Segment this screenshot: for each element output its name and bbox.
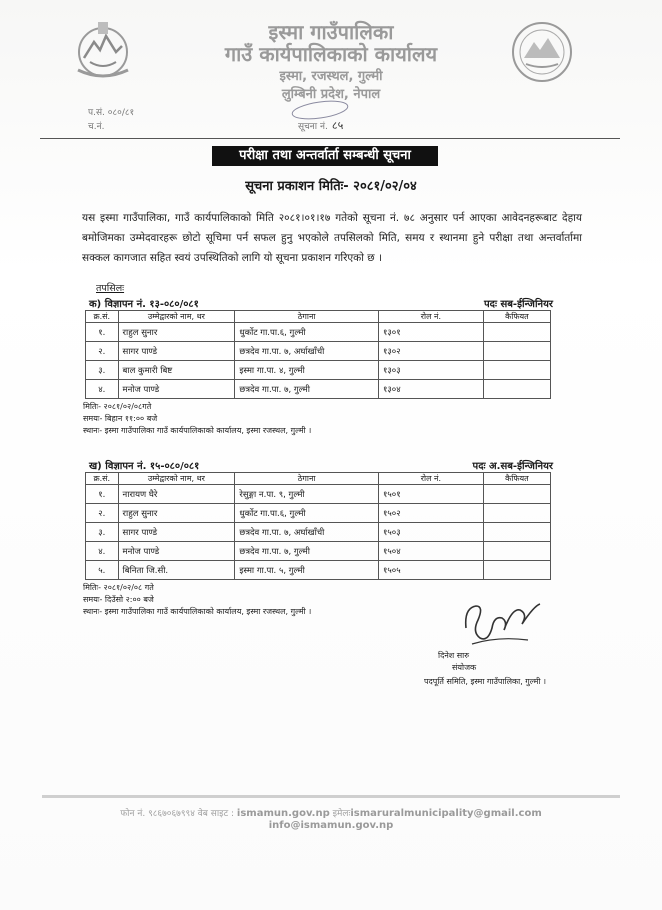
serial-cell: ३. bbox=[86, 361, 119, 380]
signatory-role: संयोजक bbox=[452, 663, 477, 672]
col-serial: क्र.सं. bbox=[86, 311, 119, 323]
municipality-name: इस्मा गाउँपालिका bbox=[268, 20, 394, 44]
province-country: लुम्बिनी प्रदेश, नेपाल bbox=[281, 87, 381, 102]
footer-web-label: वेब साइट : bbox=[197, 809, 235, 819]
address-cell: रेसुङ्गा न.पा. ९, गुल्मी bbox=[235, 485, 379, 504]
serial-cell: २. bbox=[86, 342, 119, 361]
name-cell: सागर पाण्डे bbox=[118, 523, 235, 542]
notice-number bbox=[298, 118, 343, 133]
serial-cell: ५. bbox=[86, 561, 119, 580]
col-address: ठेगाना bbox=[235, 473, 379, 485]
table-header-row bbox=[86, 311, 551, 323]
roll-cell: १३०२ bbox=[378, 342, 483, 361]
exam-schedule bbox=[83, 401, 553, 437]
address-cell: इस्मा गा.पा. ४, गुल्मी bbox=[235, 361, 379, 380]
address-cell: छत्रदेव गा.पा. ७, गुल्मी bbox=[235, 542, 379, 561]
roll-cell: १५०२ bbox=[378, 504, 483, 523]
remarks-cell bbox=[483, 380, 550, 399]
notice-body: यस इस्मा गाउँपालिका, गाउँ कार्यपालिकाको मिति २०८१।०१।१७ गतेको सूचना नं. ७८ अनुसार पर्न आएका आवेदनहरूबाट देहाय बमोजिमका उम्मेदवारहरू छोटो सूचिमा पर्न सफल हुनु भएकोले तपसिलको मिति, समय र स्थानमा हुने परीक्षा तथा अन्तर्वार्तामा सक्कल कागजात सहित स्वयं उपस्थितिको लागि यो सूचना प्रकाशन गरिएको छ । bbox=[82, 212, 582, 264]
col-name: उम्मेद्वारको नाम, थर bbox=[118, 473, 235, 485]
remarks-cell bbox=[483, 523, 550, 542]
footer-contact bbox=[0, 806, 662, 819]
col-roll: रोल नं. bbox=[378, 311, 483, 323]
candidate-table bbox=[85, 472, 551, 580]
col-name: उम्मेद्वारको नाम, थर bbox=[118, 311, 235, 323]
address-cell: छत्रदेव गा.पा. ७, अर्घाखाँची bbox=[235, 523, 379, 542]
serial-cell: ४. bbox=[86, 542, 119, 561]
footer-email-label: इमेलः bbox=[332, 809, 351, 819]
table-row bbox=[86, 342, 551, 361]
table-row bbox=[86, 361, 551, 380]
table-row bbox=[86, 561, 551, 580]
name-cell: सागर पाण्डे bbox=[118, 342, 235, 361]
exam-time: समयः- दिउँसो २:०० बजे bbox=[83, 595, 154, 604]
roll-cell: १३०४ bbox=[378, 380, 483, 399]
roll-cell: १५०१ bbox=[378, 485, 483, 504]
name-cell: नारायण घैरे bbox=[118, 485, 235, 504]
handwritten-signature-icon bbox=[458, 598, 546, 650]
office-address: इस्मा, रजस्थल, गुल्मी bbox=[279, 69, 383, 84]
remarks-cell bbox=[483, 361, 550, 380]
col-roll: रोल नं. bbox=[378, 473, 483, 485]
exam-time: समयः- बिहान ११:०० बजे bbox=[83, 414, 158, 423]
publish-date: सूचना प्रकाशन मितिः- २०८१/०२/०४ bbox=[245, 179, 417, 194]
footer-website-link[interactable]: ismamun.gov.np bbox=[236, 808, 330, 819]
serial-cell: ३. bbox=[86, 523, 119, 542]
address-cell: धुर्कोट गा.पा.६, गुल्मी bbox=[235, 504, 379, 523]
advertisement-2 bbox=[83, 458, 553, 618]
notice-number-value: ८५ bbox=[331, 119, 344, 132]
office-name: गाउँ कार्यपालिकाको कार्यालय bbox=[224, 42, 438, 66]
remarks-cell bbox=[483, 485, 550, 504]
serial-cell: १. bbox=[86, 485, 119, 504]
remarks-cell bbox=[483, 342, 550, 361]
serial-cell: १. bbox=[86, 323, 119, 342]
post-name: पदः अ.सब-ईन्जिनियर bbox=[472, 461, 553, 472]
address-cell: इस्मा गा.पा. ५, गुल्मी bbox=[235, 561, 379, 580]
advertisement-1 bbox=[83, 296, 553, 437]
remarks-cell bbox=[483, 542, 550, 561]
table-row bbox=[86, 542, 551, 561]
name-cell: मनोज पाण्डे bbox=[118, 542, 235, 561]
serial-cell: ४. bbox=[86, 380, 119, 399]
name-cell: बिनिता जि.सी. bbox=[118, 561, 235, 580]
exam-venue: स्थानः- इस्मा गाउँपालिका गाउँ कार्यपालिकाको कार्यालय, इस्मा रजस्थल, गुल्मी । bbox=[83, 607, 312, 616]
remarks-cell bbox=[483, 561, 550, 580]
footer-phone: फोन नं. ९८६७०६७९९४ bbox=[120, 809, 195, 819]
roll-cell: १३०१ bbox=[378, 323, 483, 342]
address-cell: छत्रदेव गा.पा. ७, अर्घाखाँची bbox=[235, 342, 379, 361]
table-header-row bbox=[86, 473, 551, 485]
roll-cell: १३०३ bbox=[378, 361, 483, 380]
col-serial: क्र.सं. bbox=[86, 473, 119, 485]
candidate-table bbox=[85, 310, 551, 399]
remarks-cell bbox=[483, 323, 550, 342]
footer-email-link[interactable]: ismaruralmunicipality@gmail.com bbox=[350, 808, 542, 819]
footer-divider bbox=[42, 795, 620, 798]
exam-venue: स्थानः- इस्मा गाउँपालिका गाउँ कार्यपालिकाको कार्यालय, इस्मा रजस्थल, गुल्मी । bbox=[83, 426, 312, 435]
address-cell: छत्रदेव गा.पा. ७, गुल्मी bbox=[235, 380, 379, 399]
name-cell: राहुल सुनार bbox=[118, 504, 235, 523]
col-remarks: कैफियत bbox=[483, 473, 550, 485]
table-row bbox=[86, 523, 551, 542]
advertisement-number: क) विज्ञापन नं. १३-०८०/०८१ bbox=[89, 299, 199, 310]
post-name: पदः सब-ईन्जिनियर bbox=[483, 299, 553, 310]
table-row bbox=[86, 485, 551, 504]
advertisement-number: ख) विज्ञापन नं. १५-०८०/०८१ bbox=[89, 461, 200, 472]
serial-cell: २. bbox=[86, 504, 119, 523]
notice-number-label: सूचना नं. bbox=[298, 122, 328, 132]
notice-title: परीक्षा तथा अन्तर्वार्ता सम्बन्धी सूचना bbox=[212, 146, 438, 166]
col-remarks: कैफियत bbox=[483, 311, 550, 323]
table-row bbox=[86, 323, 551, 342]
col-address: ठेगाना bbox=[235, 311, 379, 323]
fiscal-year: प.सं. ०८०/८१ bbox=[88, 108, 135, 118]
table-row bbox=[86, 504, 551, 523]
roll-cell: १५०३ bbox=[378, 523, 483, 542]
address-cell: धुर्कोट गा.पा.६, गुल्मी bbox=[235, 323, 379, 342]
exam-date: मितिः- २०८१/०२/०८ गते bbox=[83, 583, 154, 592]
signatory-name: दिनेश सारु bbox=[438, 651, 470, 660]
footer-email-secondary[interactable]: info@ismamun.gov.np bbox=[268, 820, 394, 831]
roll-cell: १५०५ bbox=[378, 561, 483, 580]
table-row bbox=[86, 380, 551, 399]
remarks-cell bbox=[483, 504, 550, 523]
header-divider bbox=[40, 138, 620, 139]
roll-cell: १५०४ bbox=[378, 542, 483, 561]
name-cell: बाल कुमारी बिष्ट bbox=[118, 361, 235, 380]
exam-date: मितिः- २०८१/०२/०८गते bbox=[83, 402, 152, 411]
dispatch-number: च.नं. bbox=[88, 122, 105, 132]
name-cell: राहुल सुनार bbox=[118, 323, 235, 342]
name-cell: मनोज पाण्डे bbox=[118, 380, 235, 399]
details-label: तपसिलः bbox=[96, 283, 125, 294]
signatory-organization: पदपूर्ति समिति, इस्मा गाउँपालिका, गुल्मी । bbox=[424, 677, 546, 686]
